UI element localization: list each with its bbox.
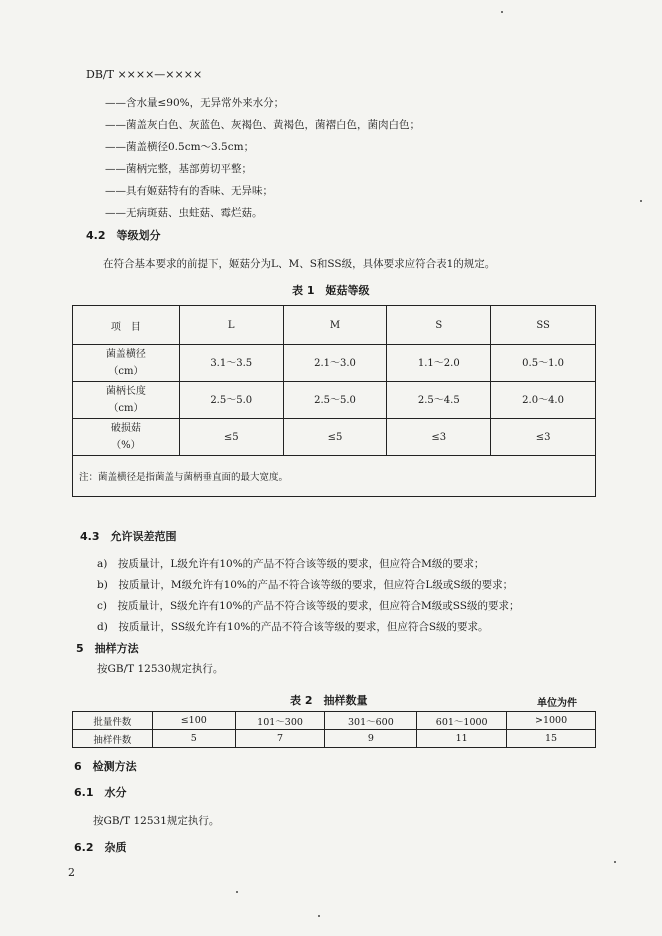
table-cell: >1000 (507, 712, 596, 730)
table-header-cell: 项 目 (73, 306, 180, 345)
row-label: 菌盖横径 (105, 349, 146, 360)
table-note-row (73, 456, 596, 497)
section-6-1-body: 按GB/T 12531规定执行。 (93, 815, 220, 827)
table-cell: 101～300 (235, 712, 325, 730)
table-cell: 0.5～1.0 (491, 345, 596, 382)
table-header-cell: S (387, 306, 491, 345)
table1-caption: 表 1 姬菇等级 (292, 284, 370, 297)
table-cell: ≤5 (179, 419, 283, 456)
list-item: c) 按质量计，S级允许有10%的产品不符合该等级的要求，但应符合M级或SS级的要求； (97, 600, 520, 612)
scan-speck (614, 861, 616, 863)
requirement-line: ——菌盖横径0.5cm～3.5cm； (105, 141, 255, 153)
list-item: a) 按质量计，L级允许有10%的产品不符合该等级的要求，但应符合M级的要求； (97, 558, 485, 570)
table-cell: 601～1000 (417, 712, 507, 730)
table-cell: 1.1～2.0 (387, 345, 491, 382)
document-code: DB/T ××××—×××× (86, 68, 203, 81)
row-label-cell (73, 419, 180, 456)
list-item: b) 按质量计，M级允许有10%的产品不符合该等级的要求，但应符合L级或S级的要求； (97, 579, 514, 591)
scan-speck (236, 891, 238, 893)
scan-speck (640, 200, 642, 202)
table-row (73, 712, 596, 730)
requirement-line: ——具有姬菇特有的香味、无异味； (105, 185, 273, 197)
table-note: 注：菌盖横径是指菌盖与菌柄垂直面的最大宽度。 (73, 456, 596, 497)
sampling-table (72, 711, 596, 748)
section-heading-5: 5 抽样方法 (76, 642, 139, 655)
row-label-unit: （%） (111, 440, 141, 451)
grade-table (72, 305, 596, 497)
table-cell: 15 (507, 730, 596, 748)
table-header-cell: SS (491, 306, 596, 345)
table-header-row (73, 306, 596, 345)
table-cell: 2.5～5.0 (179, 382, 283, 419)
table-cell: 5 (152, 730, 235, 748)
table-header-cell: L (179, 306, 283, 345)
section-heading-4-3: 4.3 允许误差范围 (80, 530, 177, 543)
table-row (73, 730, 596, 748)
table-row (73, 382, 596, 419)
table2-unit: 单位为件 (537, 698, 577, 709)
section-heading-6: 6 检测方法 (74, 760, 137, 773)
row-label-unit: （cm） (108, 366, 144, 377)
table-cell: ≤3 (491, 419, 596, 456)
requirement-line: ——菌盖灰白色、灰蓝色、灰褐色、黄褐色，菌褶白色，菌肉白色； (105, 119, 420, 131)
section-heading-6-1: 6.1 水分 (74, 786, 127, 799)
section-5-body: 按GB/T 12530规定执行。 (97, 663, 224, 675)
table-cell: 9 (325, 730, 417, 748)
table-cell: 2.0～4.0 (491, 382, 596, 419)
scan-speck (501, 11, 503, 13)
section-heading-4-2: 4.2 等级划分 (86, 229, 161, 242)
row-label: 破损菇 (110, 423, 141, 434)
table-header-cell: M (283, 306, 387, 345)
requirement-line: ——无病斑菇、虫蛀菇、霉烂菇。 (105, 207, 263, 219)
table-row (73, 345, 596, 382)
table-row (73, 419, 596, 456)
table-cell: 2.5～5.0 (283, 382, 387, 419)
table-cell: 3.1～3.5 (179, 345, 283, 382)
row-label: 抽样件数 (73, 730, 153, 748)
table-cell: 11 (417, 730, 507, 748)
list-item: d) 按质量计，SS级允许有10%的产品不符合该等级的要求，但应符合S级的要求。 (97, 621, 489, 633)
section-heading-6-2: 6.2 杂质 (74, 841, 127, 854)
table-cell: 2.5～4.5 (387, 382, 491, 419)
scan-speck (318, 915, 320, 917)
table-cell: ≤5 (283, 419, 387, 456)
section-4-2-body: 在符合基本要求的前提下，姬菇分为L、M、S和SS级，具体要求应符合表1的规定。 (103, 258, 496, 270)
row-label: 菌柄长度 (105, 386, 146, 397)
requirement-line: ——菌柄完整，基部剪切平整； (105, 163, 252, 175)
table-cell: ≤100 (152, 712, 235, 730)
row-label-cell (73, 345, 180, 382)
requirement-line: ——含水量≤90%，无异常外来水分； (105, 97, 285, 109)
row-label-unit: （cm） (108, 403, 144, 414)
table-cell: 301～600 (325, 712, 417, 730)
table-cell: ≤3 (387, 419, 491, 456)
row-label: 批量件数 (73, 712, 153, 730)
table-cell: 2.1～3.0 (283, 345, 387, 382)
table-cell: 7 (235, 730, 325, 748)
row-label-cell (73, 382, 180, 419)
table2-caption: 表 2 抽样数量 (290, 694, 368, 707)
page-number: 2 (68, 866, 75, 879)
